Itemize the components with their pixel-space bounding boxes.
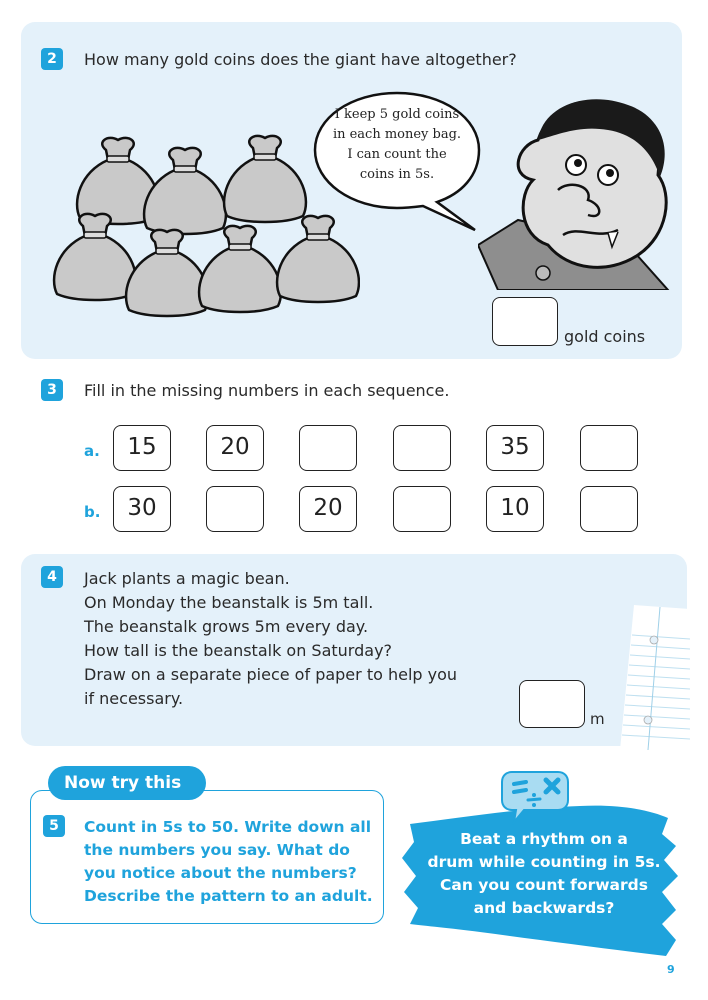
now-try-this-line: the numbers you say. What do — [84, 841, 350, 859]
now-try-this-line: you notice about the numbers? — [84, 864, 357, 882]
speech-bubble-text — [318, 105, 476, 185]
question-number-3: 3 — [41, 379, 63, 401]
question-number-2: 2 — [41, 48, 63, 70]
tip-text — [410, 828, 678, 920]
bubble-line: in each money bag. — [332, 127, 462, 142]
question-4-line: How tall is the beanstalk on Saturday? — [84, 641, 393, 660]
sequence-b-box-3[interactable]: 20 — [299, 486, 357, 532]
tip-line: Beat a rhythm on a — [460, 830, 628, 848]
tip-line: Can you count forwards — [440, 876, 648, 894]
sequence-a-box-2[interactable]: 20 — [206, 425, 264, 471]
question-4-text — [84, 567, 457, 711]
sequence-b-box-4[interactable] — [393, 486, 451, 532]
question-4-line: if necessary. — [84, 689, 184, 708]
money-bags-illustration — [40, 130, 360, 330]
question-4-line: Draw on a separate piece of paper to help you — [84, 665, 458, 684]
gold-coins-unit: gold coins — [564, 327, 646, 346]
now-try-this-line: Count in 5s to 50. Write down all — [84, 818, 372, 836]
sequence-a-label: a. — [84, 442, 100, 460]
question-2-prompt: How many gold coins does the giant have altogether? — [84, 50, 517, 69]
sequence-a-box-4[interactable] — [393, 425, 451, 471]
sequence-b-box-2[interactable] — [206, 486, 264, 532]
maths-symbols-speech-icon — [500, 770, 570, 825]
bubble-line: I can count the — [347, 147, 447, 162]
giant-illustration — [478, 95, 683, 290]
lined-paper-icon — [620, 605, 690, 750]
question-4-line: Jack plants a magic bean. — [84, 569, 290, 588]
tip-line: drum while counting in 5s. — [427, 853, 661, 871]
question-3-prompt: Fill in the missing numbers in each sequence. — [84, 381, 450, 400]
sequence-b-box-5[interactable]: 10 — [486, 486, 544, 532]
question-number-5: 5 — [43, 815, 65, 837]
gold-coins-answer-box[interactable] — [492, 297, 558, 346]
beanstalk-answer-box[interactable] — [519, 680, 585, 728]
question-number-4: 4 — [41, 566, 63, 588]
beanstalk-unit: m — [590, 710, 605, 728]
sequence-b-box-1[interactable]: 30 — [113, 486, 171, 532]
question-4-line: On Monday the beanstalk is 5m tall. — [84, 593, 374, 612]
tip-line: and backwards? — [473, 899, 615, 917]
sequence-b-label: b. — [84, 503, 101, 521]
now-try-this-text — [84, 816, 373, 908]
now-try-this-line: Describe the pattern to an adult. — [84, 887, 373, 905]
question-4-line: The beanstalk grows 5m every day. — [84, 617, 369, 636]
sequence-b-box-6[interactable] — [580, 486, 638, 532]
page-number: 9 — [667, 963, 675, 976]
sequence-a-box-1[interactable]: 15 — [113, 425, 171, 471]
bubble-line: coins in 5s. — [359, 167, 435, 182]
bubble-line: I keep 5 gold coins — [334, 107, 460, 122]
sequence-a-box-6[interactable] — [580, 425, 638, 471]
sequence-a-box-3[interactable] — [299, 425, 357, 471]
now-try-this-tab: Now try this — [48, 766, 206, 800]
sequence-a-box-5[interactable]: 35 — [486, 425, 544, 471]
